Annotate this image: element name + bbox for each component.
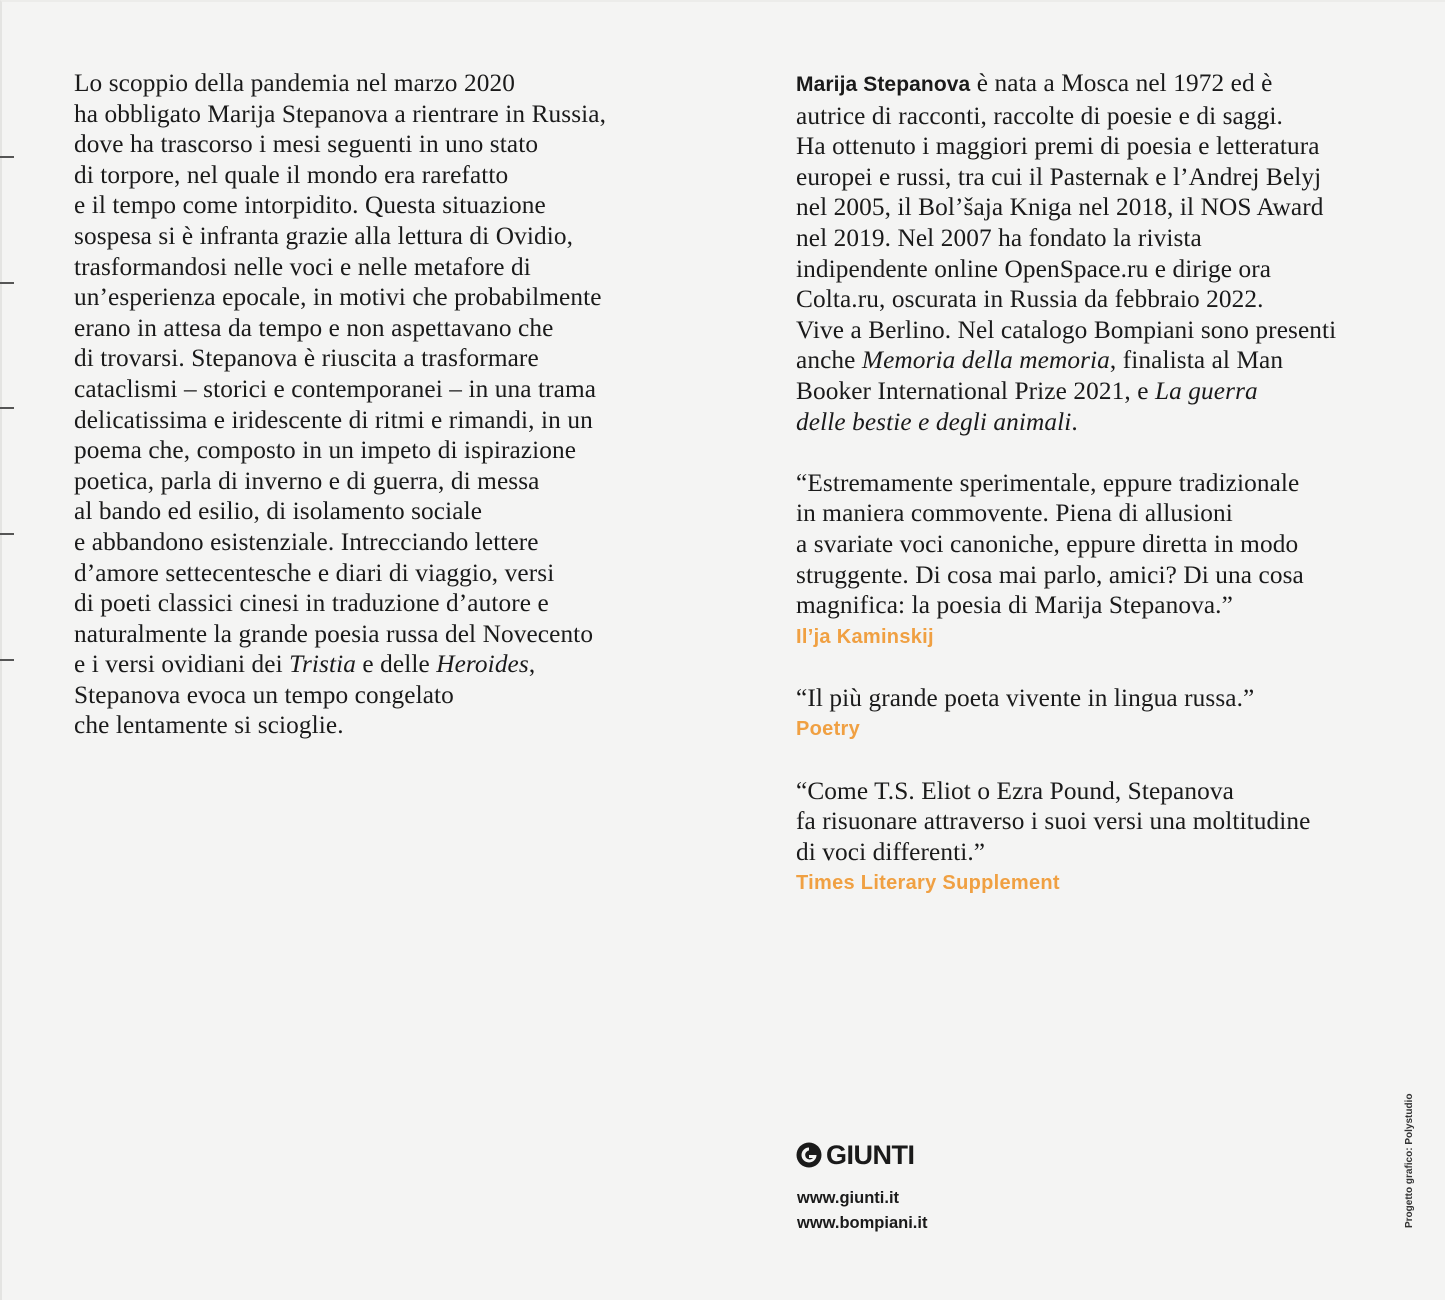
quote-line: di voci differenti.”	[796, 837, 986, 866]
text-line: al bando ed esilio, di isolamento sociale	[74, 497, 483, 526]
text-line: erano in attesa da tempo e non aspettavano che	[74, 313, 554, 342]
spacer	[796, 745, 1396, 776]
text-fragment: e i versi ovidiani dei	[74, 650, 290, 679]
text-line: sospesa si è infranta grazie alla lettura di Ovidio,	[74, 221, 574, 250]
text-line	[796, 68, 1396, 101]
text-line: Lo scoppio della pandemia nel marzo 2020	[74, 69, 515, 97]
text-line: poema che, composto in un impeto di ispirazione	[74, 436, 577, 465]
text-line: indipendente online OpenSpace.ru e dirige ora	[796, 254, 1272, 283]
text-line: dove ha trascorso i mesi seguenti in uno stato	[74, 130, 539, 159]
giunti-logo	[796, 1141, 915, 1169]
bompiani-link[interactable]: www.bompiani.it	[797, 1214, 928, 1232]
book-title: delle bestie e degli animali	[796, 407, 1072, 436]
text-line: d’amore settecentesche e diari di viaggio, versi	[74, 558, 555, 587]
text-fragment: .	[1071, 407, 1078, 436]
title-tristia: Tristia	[289, 650, 356, 679]
text-line: nel 2019. Nel 2007 ha fondato la rivista	[796, 223, 1202, 252]
text-line: delicatissima e iridescente di ritmi e rimandi, in un	[74, 405, 593, 434]
quote-line: “Estremamente sperimentale, eppure tradizionale	[796, 468, 1300, 497]
text-line: nel 2005, il Bol’šaja Kniga nel 2018, il NOS Award	[796, 193, 1324, 222]
quote-line: struggente. Di cosa mai parlo, amici? Di una cosa	[796, 560, 1304, 589]
review-quote	[796, 468, 1396, 653]
text-line: di trovarsi. Stepanova è riuscita a trasformare	[74, 344, 539, 373]
quote-line: fa risuonare attraverso i suoi versi una moltitudine	[796, 807, 1311, 836]
text-line: Vive a Berlino. Nel catalogo Bompiani sono presenti	[796, 315, 1337, 344]
quote-author: Poetry	[796, 718, 861, 741]
text-line: e il tempo come intorpidito. Questa situazione	[74, 191, 546, 220]
book-title: Memoria della memoria	[861, 346, 1110, 375]
text-line: un’esperienza epocale, in motivi che probabilmente	[74, 283, 602, 312]
text-line: poetica, parla di inverno e di guerra, di messa	[74, 466, 540, 495]
author-bio	[796, 68, 1396, 437]
text-line	[74, 649, 674, 680]
quote-line: a svariate voci canoniche, eppure diretta in modo	[796, 529, 1299, 558]
quote-line: in maniera commovente. Piena di allusioni	[796, 499, 1233, 528]
margin-tick	[0, 407, 14, 409]
giunti-link[interactable]: www.giunti.it	[797, 1189, 900, 1207]
margin-tick	[0, 533, 14, 535]
text-fragment: e delle	[355, 650, 437, 679]
spacer	[796, 437, 1396, 468]
text-line	[796, 376, 1396, 407]
text-fragment: anche	[796, 346, 862, 375]
text-fragment: ,	[528, 650, 536, 679]
publisher-urls	[797, 1186, 927, 1236]
text-line: trasformandosi nelle voci e nelle metafore di	[74, 252, 531, 281]
text-line: cataclismi – storici e contemporanei – in una trama	[74, 374, 597, 403]
margin-tick	[0, 282, 14, 284]
author-name: Marija Stepanova	[796, 73, 971, 96]
quote-line: “Il più grande poeta vivente in lingua russa.”	[796, 683, 1255, 712]
quote-line: “Come T.S. Eliot o Ezra Pound, Stepanova	[796, 776, 1234, 805]
text-line: Colta.ru, oscurata in Russia da febbraio 2022.	[796, 285, 1264, 314]
text-line: di torpore, nel quale il mondo era rarefatto	[74, 160, 509, 189]
text-fragment: , finalista al Man	[1109, 346, 1284, 375]
design-credit: Progetto grafico: Polystudio	[1404, 1093, 1415, 1228]
margin-tick	[0, 659, 14, 661]
title-heroides: Heroides	[436, 650, 529, 679]
review-quote	[796, 683, 1396, 745]
logo-text: GIUNTI	[826, 1140, 915, 1170]
text-fragment: è nata a Mosca nel 1972 ed è	[970, 69, 1273, 97]
text-line	[796, 345, 1396, 376]
quote-author: Times Literary Supplement	[796, 872, 1060, 895]
synopsis-text	[74, 68, 674, 741]
giunti-logo-icon	[796, 1142, 822, 1168]
text-line: ha obbligato Marija Stepanova a rientrare in Russia,	[74, 99, 607, 128]
quote-author: Il’ja Kaminskij	[796, 625, 934, 648]
text-line: autrice di racconti, raccolte di poesie e di saggi.	[796, 101, 1283, 130]
spacer	[796, 652, 1396, 683]
text-line: Ha ottenuto i maggiori premi di poesia e letteratura	[796, 132, 1320, 161]
review-quote	[796, 776, 1396, 899]
book-title: La guerra	[1154, 376, 1258, 405]
text-line: naturalmente la grande poesia russa del Novecento	[74, 619, 594, 648]
text-line: di poeti classici cinesi in traduzione d’autore e	[74, 589, 549, 618]
right-column	[796, 68, 1396, 899]
quote-line: magnifica: la poesia di Marija Stepanova.”	[796, 591, 1233, 620]
margin-tick	[0, 156, 14, 158]
text-line: che lentamente si scioglie.	[74, 711, 344, 740]
text-line	[796, 407, 1396, 438]
text-line: europei e russi, tra cui il Pasternak e l’Andrej Belyj	[796, 162, 1322, 191]
text-fragment: Booker International Prize 2021, e	[796, 376, 1155, 405]
text-line: e abbandono esistenziale. Intrecciando lettere	[74, 527, 539, 556]
text-line: Stepanova evoca un tempo congelato	[74, 680, 454, 709]
